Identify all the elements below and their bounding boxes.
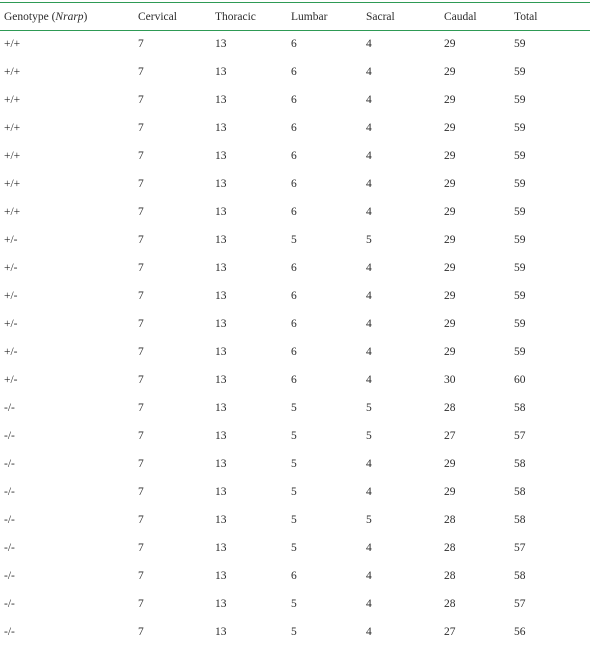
cell-caudal: 29 [444,178,456,190]
cell-lumbar: 6 [291,318,297,330]
cell-lumbar: 6 [291,38,297,50]
cell-total: 58 [514,458,526,470]
cell-thoracic: 13 [215,234,227,246]
cell-caudal: 27 [444,430,456,442]
vertebrae-count-table [0,3,590,646]
cell-cervical: 7 [138,122,144,134]
cell-lumbar: 5 [291,458,297,470]
cell-sacral: 4 [366,94,372,106]
cell-thoracic: 13 [215,430,227,442]
cell-cervical: 7 [138,598,144,610]
cell-lumbar: 6 [291,206,297,218]
cell-genotype: +/+ [4,150,21,162]
table-row [0,422,590,450]
cell-lumbar: 5 [291,514,297,526]
cell-lumbar: 6 [291,178,297,190]
cell-sacral: 4 [366,178,372,190]
cell-sacral: 4 [366,290,372,302]
cell-sacral: 4 [366,486,372,498]
cell-caudal: 27 [444,626,456,638]
cell-cervical: 7 [138,290,144,302]
cell-sacral: 4 [366,374,372,386]
cell-lumbar: 6 [291,94,297,106]
cell-sacral: 4 [366,66,372,78]
cell-caudal: 29 [444,206,456,218]
table-body [0,30,590,646]
cell-caudal: 29 [444,122,456,134]
header-total: Total [514,10,538,23]
cell-cervical: 7 [138,486,144,498]
cell-total: 58 [514,514,526,526]
cell-lumbar: 6 [291,346,297,358]
table-row [0,282,590,310]
cell-caudal: 29 [444,346,456,358]
cell-lumbar: 6 [291,262,297,274]
cell-sacral: 4 [366,570,372,582]
cell-total: 59 [514,94,526,106]
cell-cervical: 7 [138,38,144,50]
table-row [0,30,590,58]
cell-genotype: -/- [4,486,15,498]
cell-sacral: 5 [366,514,372,526]
cell-lumbar: 5 [291,598,297,610]
cell-thoracic: 13 [215,598,227,610]
cell-sacral: 4 [366,206,372,218]
cell-caudal: 28 [444,598,456,610]
header-sacral: Sacral [366,10,395,23]
cell-thoracic: 13 [215,318,227,330]
cell-thoracic: 13 [215,38,227,50]
cell-total: 59 [514,262,526,274]
cell-caudal: 28 [444,570,456,582]
cell-genotype: -/- [4,570,15,582]
cell-total: 60 [514,374,526,386]
header-genotype-suffix: ) [83,10,88,23]
cell-genotype: -/- [4,458,15,470]
table-row [0,310,590,338]
cell-genotype: +/+ [4,66,21,78]
cell-sacral: 4 [366,598,372,610]
cell-sacral: 4 [366,262,372,274]
cell-cervical: 7 [138,318,144,330]
cell-total: 58 [514,402,526,414]
cell-thoracic: 13 [215,346,227,358]
cell-genotype: +/+ [4,94,21,106]
table-row [0,366,590,394]
cell-sacral: 5 [366,234,372,246]
cell-caudal: 29 [444,290,456,302]
cell-sacral: 4 [366,318,372,330]
cell-sacral: 5 [366,402,372,414]
cell-sacral: 4 [366,542,372,554]
cell-genotype: +/+ [4,122,21,134]
header-caudal: Caudal [444,10,477,23]
cell-sacral: 5 [366,430,372,442]
cell-lumbar: 5 [291,542,297,554]
cell-total: 59 [514,290,526,302]
cell-cervical: 7 [138,234,144,246]
cell-cervical: 7 [138,150,144,162]
cell-genotype: +/- [4,318,18,330]
cell-sacral: 4 [366,458,372,470]
cell-cervical: 7 [138,94,144,106]
cell-lumbar: 5 [291,430,297,442]
cell-caudal: 29 [444,94,456,106]
cell-lumbar: 6 [291,570,297,582]
cell-total: 59 [514,122,526,134]
cell-genotype: -/- [4,402,15,414]
table-row [0,590,590,618]
cell-total: 58 [514,570,526,582]
cell-thoracic: 13 [215,458,227,470]
cell-genotype: +/- [4,374,18,386]
table-row [0,506,590,534]
cell-sacral: 4 [366,38,372,50]
cell-cervical: 7 [138,430,144,442]
cell-thoracic: 13 [215,570,227,582]
cell-total: 59 [514,38,526,50]
cell-lumbar: 6 [291,66,297,78]
cell-lumbar: 6 [291,150,297,162]
cell-total: 59 [514,150,526,162]
cell-total: 59 [514,66,526,78]
cell-lumbar: 6 [291,290,297,302]
cell-genotype: -/- [4,542,15,554]
header-genotype-gene: Nrarp [55,10,84,23]
cell-caudal: 28 [444,514,456,526]
table-header-row [0,3,590,30]
table-row [0,114,590,142]
cell-lumbar: 5 [291,486,297,498]
cell-total: 59 [514,178,526,190]
cell-caudal: 29 [444,66,456,78]
table-row [0,450,590,478]
table-row [0,58,590,86]
cell-thoracic: 13 [215,514,227,526]
cell-caudal: 29 [444,262,456,274]
cell-thoracic: 13 [215,66,227,78]
table-row [0,394,590,422]
cell-sacral: 4 [366,346,372,358]
cell-caudal: 28 [444,402,456,414]
cell-sacral: 4 [366,626,372,638]
cell-cervical: 7 [138,542,144,554]
cell-caudal: 29 [444,234,456,246]
cell-cervical: 7 [138,458,144,470]
cell-caudal: 29 [444,486,456,498]
table-row [0,198,590,226]
cell-cervical: 7 [138,206,144,218]
cell-genotype: +/- [4,262,18,274]
cell-total: 59 [514,318,526,330]
cell-caudal: 30 [444,374,456,386]
cell-total: 57 [514,598,526,610]
cell-sacral: 4 [366,150,372,162]
cell-genotype: +/- [4,290,18,302]
cell-caudal: 29 [444,318,456,330]
cell-thoracic: 13 [215,262,227,274]
table-row [0,618,590,646]
header-cervical: Cervical [138,10,177,23]
cell-thoracic: 13 [215,486,227,498]
cell-cervical: 7 [138,514,144,526]
cell-caudal: 29 [444,458,456,470]
cell-total: 59 [514,346,526,358]
header-lumbar: Lumbar [291,10,328,23]
cell-caudal: 29 [444,150,456,162]
table-row [0,226,590,254]
cell-cervical: 7 [138,626,144,638]
cell-lumbar: 5 [291,402,297,414]
table-row [0,86,590,114]
cell-lumbar: 5 [291,234,297,246]
cell-genotype: -/- [4,514,15,526]
cell-cervical: 7 [138,570,144,582]
cell-cervical: 7 [138,374,144,386]
cell-total: 58 [514,486,526,498]
cell-genotype: -/- [4,598,15,610]
table-row [0,142,590,170]
cell-sacral: 4 [366,122,372,134]
cell-total: 57 [514,542,526,554]
cell-total: 59 [514,234,526,246]
cell-thoracic: 13 [215,290,227,302]
cell-lumbar: 5 [291,626,297,638]
cell-genotype: +/+ [4,178,21,190]
cell-cervical: 7 [138,402,144,414]
header-genotype-prefix: Genotype ( [4,10,56,23]
cell-thoracic: 13 [215,94,227,106]
cell-total: 57 [514,430,526,442]
cell-genotype: +/- [4,234,18,246]
cell-total: 59 [514,206,526,218]
table-row [0,338,590,366]
cell-cervical: 7 [138,346,144,358]
cell-thoracic: 13 [215,206,227,218]
cell-cervical: 7 [138,262,144,274]
table-row [0,534,590,562]
cell-lumbar: 6 [291,374,297,386]
cell-thoracic: 13 [215,150,227,162]
table-row [0,562,590,590]
header-genotype [0,3,138,30]
cell-caudal: 29 [444,38,456,50]
cell-total: 56 [514,626,526,638]
table-row [0,254,590,282]
cell-genotype: +/- [4,346,18,358]
cell-cervical: 7 [138,178,144,190]
table-row [0,478,590,506]
cell-thoracic: 13 [215,542,227,554]
cell-thoracic: 13 [215,402,227,414]
cell-lumbar: 6 [291,122,297,134]
cell-cervical: 7 [138,66,144,78]
table-row [0,170,590,198]
cell-genotype: +/+ [4,38,21,50]
cell-thoracic: 13 [215,374,227,386]
cell-thoracic: 13 [215,626,227,638]
cell-thoracic: 13 [215,178,227,190]
cell-genotype: -/- [4,626,15,638]
cell-genotype: +/+ [4,206,21,218]
cell-genotype: -/- [4,430,15,442]
cell-thoracic: 13 [215,122,227,134]
header-thoracic: Thoracic [215,10,256,23]
cell-caudal: 28 [444,542,456,554]
